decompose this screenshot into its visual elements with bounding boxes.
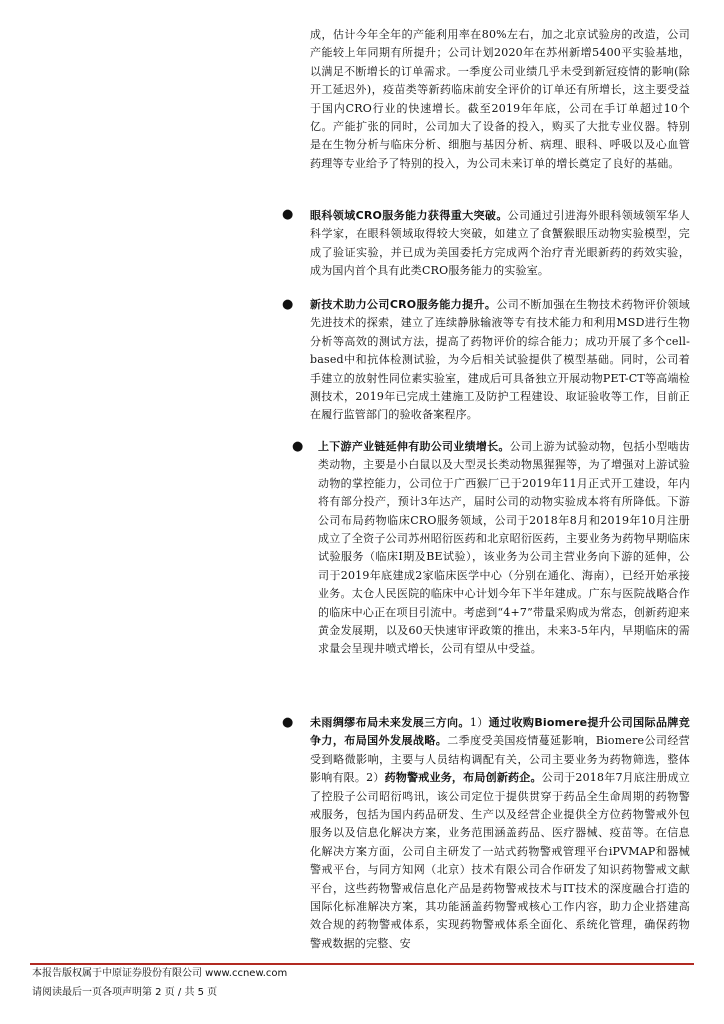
eye-cro-paragraph [310,207,690,281]
footer-divider [30,963,694,965]
bullet-icon: ● [282,715,294,730]
biomere-lead: 通过收购Biomere提升公司国际品牌竞争力，布局国外发展战略。 [310,716,690,748]
eye-cro-body: 公司通过引进海外眼科领域领军华人科学家，在眼科领域取得较大突破，如建立了食蟹猴眼压动物实验模型，完成了验证实验，并已成为美国委托方完成两个治疗青光眼新药的药效实验，成为国内首个具有此类CRO服务能力的实验室。 [310,209,690,278]
future-direction-paragraph [310,714,690,953]
bullet-icon: ● [282,297,294,312]
new-tech-paragraph [310,296,690,425]
value-chain-lead: 上下游产业链延伸有助公司业绩增长。 [318,440,510,453]
future-direction-lead: 未雨绸缪布局未来发展三方向。 [310,716,470,729]
biomere-body: 二季度受美国疫情蔓延影响，Biomere公司经营受到略微影响，主要与人员结构调配有关，公司主要业务为药物筛选，整体影响有限。2） [310,734,691,785]
pharmacovigilance-lead: 药物警戒业务，布局创新药企。 [384,771,542,785]
bullet-icon: ● [282,207,294,222]
intro-paragraph [310,26,690,173]
value-chain-paragraph [318,438,690,659]
value-chain-body: 公司上游为试验动物，包括小型啮齿类动物，主要是小白鼠以及大型灵长类动物黑猩猩等，为了增强对上游试验动物的掌控能力，公司位于广西猴厂已于2019年11月正式开工建设，年内将有部分投产，预计3年达产，届时公司的动物实验成本将有所降低。下游公司布局药物临床CRO服务领域，公司于2018年8月和2019年10月注册成立了全资子公司苏州昭衍医药和北京昭衍医药，主要业务为药物早期临床试验服务（临床I期及BE试验），该业务为公司主营业务向下游的延伸，公司于2019年底建成2家临床医学中心（分别在通化、海南），已经开始承接业务。太仓人民医院的临床中心计划今年下半年建成。广东与医院战略合作的临床中心正在项目引流中。考虑到“4+7”带量采购成为常态，创新药迎来黄金发展期，以及60天快速审评政策的推出，未来3-5年内，早期临床的需求量会呈现井喷式增长，公司有望从中受益。 [318,440,690,656]
pharmacovigilance-body: 公司于2018年7月底注册成立了控股子公司昭衍鸣讯，该公司定位于提供贯穿于药品全生命周期的药物警戒服务，包括为国内药品研发、生产以及经营企业提供全方位药物警戒外包服务以及信息化解决方案，业务范围涵盖药品、医疗器械、疫苗等。在信息化解决方案方面，公司自主研发了一站式药物警戒管理平台iPVMAP和器械警戒平台，与同方知网（北京）技术有限公司合作研发了知识药物警戒文献平台，这些药物警戒信息化产品是药物警戒技术与IT技术的深度融合打造的国际化标准解决方案，其功能涵盖药物警戒核心工作内容，助力企业搭建高效合规的药物警戒体系，实现药物警戒体系全面化、系统化管理，确保药物警戒数据的完整、安 [310,771,690,950]
bullet-icon: ● [292,439,304,454]
future-direction-num1: 1） [469,716,489,729]
footer-page-info: 请阅读最后一页各项声明第 2 页 / 共 5 页 [32,987,218,998]
new-tech-body: 公司不断加强在生物技术药物评价领域先进技术的探索，建立了连续静脉输液等专有技术能力和利用MSD进行生物分析等高效的测试方法，提高了药物评价的综合能力；成功开展了多个cell-based中和抗体检测试验，为今后相关试验提供了模型基础。同时，公司着手建立的放射性同位素实验室，建成后可具备独立开展动物PET-CT等高端检测技术，2019年已完成土建施工及防护工程建设、取证验收等工作，目前正在履行监管部门的验收备案程序。 [310,298,690,422]
eye-cro-lead: 眼科领域CRO服务能力获得重大突破。 [310,209,508,222]
footer-copyright: 本报告版权属于中原证券股份有限公司 www.ccnew.com [32,968,288,979]
new-tech-lead: 新技术助力公司CRO服务能力提升。 [310,298,497,311]
intro-text: 成，估计今年全年的产能利用率在80%左右，加之北京试验房的改造，公司产能较上年同期有所提升；公司计划2020年在苏州新增5400平实验基地，以满足不断增长的订单需求。一季度公司业绩几乎未受到新冠疫情的影响(除开工延迟外)，疫苗类等新药临床前安全评价的订单还有所增长，这主要受益于国内CRO行业的快速增长。截至2019年年底，公司在手订单超过10个亿。产能扩张的同时，公司加大了设备的投入，购买了大批专业仪器。特别是在生物分析与临床分析、细胞与基因分析、病理、眼科、呼吸以及心血管药理等专业给予了特别的投入，为公司未来订单的增长奠定了良好的基础。 [310,28,690,170]
